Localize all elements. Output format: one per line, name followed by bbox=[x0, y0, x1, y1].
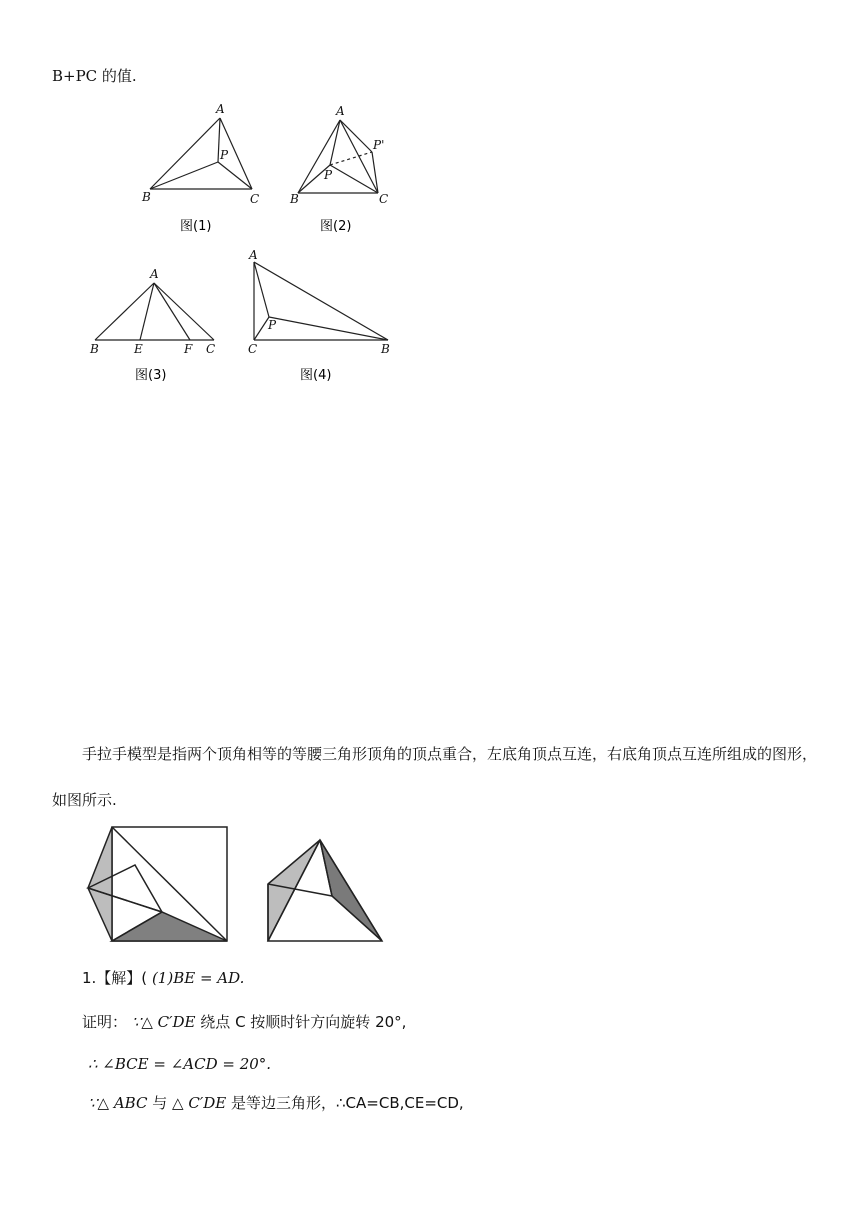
top-line: B+PC 的值. bbox=[52, 67, 137, 85]
fig4-label-p: P bbox=[268, 318, 277, 332]
solution-line-4 bbox=[88, 1093, 464, 1113]
paragraph-line-2: 如图所示. bbox=[52, 791, 117, 809]
fig2-label-b: B bbox=[290, 192, 299, 206]
fig2-label-c: C bbox=[379, 192, 389, 206]
proof-triangle-abc: ∵△ ABC bbox=[88, 1094, 148, 1112]
solution-claim: (1)BE = AD. bbox=[151, 969, 245, 987]
figure-2 bbox=[298, 120, 378, 193]
fig4-label-a: A bbox=[249, 248, 258, 262]
fig1-label-c: C bbox=[250, 192, 260, 206]
hand-figure-right bbox=[268, 840, 382, 941]
proof-label: 证明： bbox=[82, 1013, 128, 1031]
figure-3 bbox=[95, 283, 214, 340]
fig4-label-c: C bbox=[248, 342, 258, 356]
fig1-caption: 图(1) bbox=[180, 219, 212, 234]
fig2-caption: 图(2) bbox=[320, 219, 352, 234]
solution-line-3: ∴ ∠BCE = ∠ACD = 20°. bbox=[88, 1055, 272, 1073]
fig1-label-p: P bbox=[220, 148, 229, 162]
solution-line-1 bbox=[82, 968, 244, 988]
figure-1 bbox=[150, 118, 252, 189]
fig4-caption: 图(4) bbox=[300, 368, 332, 383]
fig2-label-p: P bbox=[324, 168, 333, 182]
figures-row-2 bbox=[80, 245, 400, 390]
fig2-label-p-prime: P' bbox=[373, 138, 385, 152]
solution-heading: 1.【解】( bbox=[82, 969, 148, 987]
proof-triangle-cde-2: △ C′DE bbox=[172, 1094, 227, 1112]
hand-in-hand-figures bbox=[80, 822, 390, 947]
fig3-label-a: A bbox=[150, 267, 159, 281]
solution-line-2 bbox=[82, 1012, 406, 1032]
fig3-label-f: F bbox=[184, 342, 193, 356]
fig1-label-b: B bbox=[142, 190, 151, 204]
fig4-label-b: B bbox=[381, 342, 390, 356]
figures-row-1 bbox=[130, 100, 420, 240]
proof-equilateral-text: 是等边三角形，∴CA=CB,CE=CD, bbox=[231, 1094, 464, 1112]
fig1-label-a: A bbox=[216, 102, 225, 116]
fig3-label-b: B bbox=[90, 342, 99, 356]
proof-rotation-text: 绕点 C 按顺时针方向旋转 20°, bbox=[200, 1013, 407, 1031]
fig2-label-a: A bbox=[336, 104, 345, 118]
fig3-caption: 图(3) bbox=[135, 368, 167, 383]
proof-triangle-cde: ∵△ C′DE bbox=[131, 1013, 196, 1031]
paragraph-line-1: 手拉手模型是指两个顶角相等的等腰三角形顶角的顶点重合，左底角顶点互连，右底角顶点互连所组成的图形， bbox=[82, 745, 818, 763]
fig3-label-c: C bbox=[206, 342, 216, 356]
fig3-label-e: E bbox=[134, 342, 143, 356]
hand-figure-left bbox=[88, 827, 227, 941]
proof-and: 与 bbox=[152, 1094, 168, 1112]
